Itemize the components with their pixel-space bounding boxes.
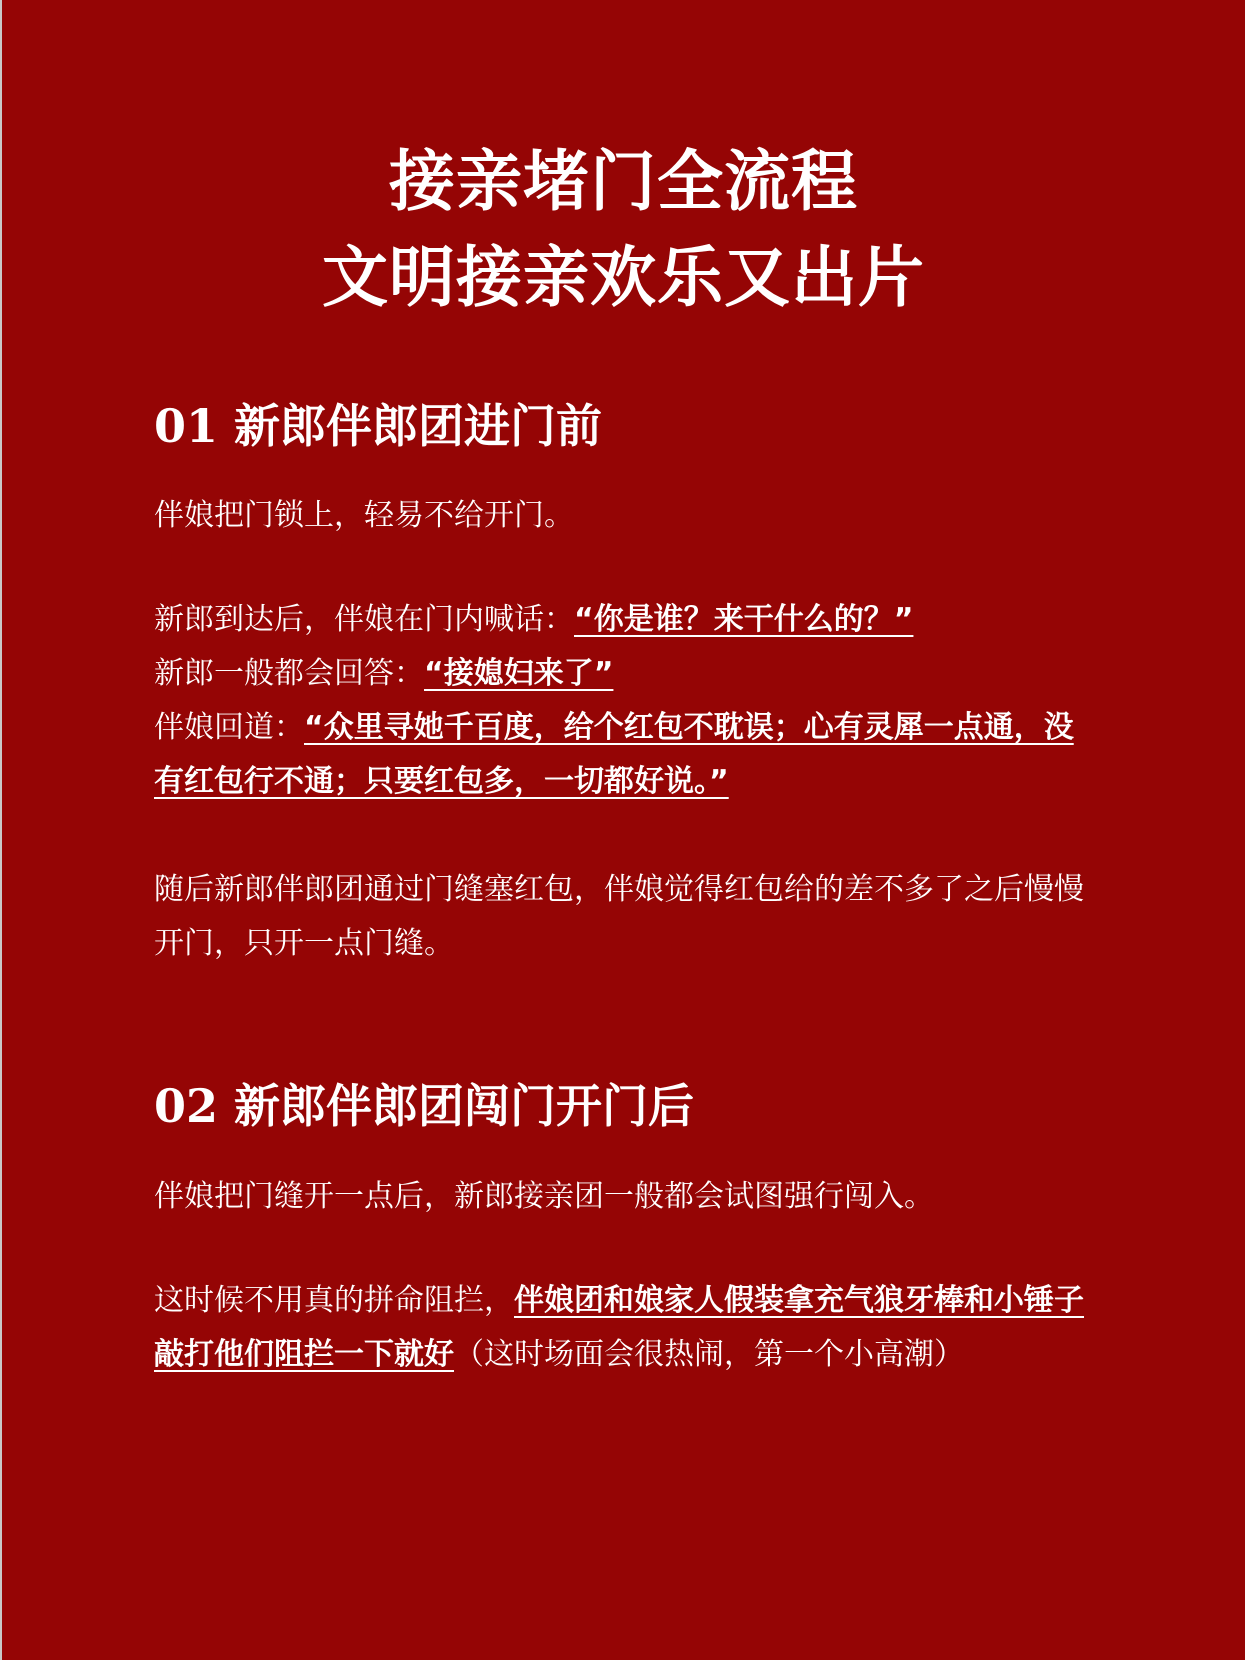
dialogue-2-prefix: 新郎一般都会回答：: [154, 656, 424, 691]
section-2-paragraph-2: [154, 1274, 1094, 1382]
title-line-1: 接亲堵门全流程: [389, 142, 858, 220]
section-2-paragraph-1: 伴娘把门缝开一点后，新郎接亲团一般都会试图强行闯入。: [154, 1179, 934, 1214]
section-1-header: [154, 396, 1094, 456]
dialogue-2-quote: “接媳妇来了”: [424, 656, 614, 691]
dialogue-3-prefix: 伴娘回道：: [154, 710, 304, 745]
page-title: [2, 133, 1245, 325]
section-2-header: [154, 1076, 1094, 1136]
section-1-dialogue: [154, 593, 1094, 809]
dialogue-1-prefix: 新郎到达后，伴娘在门内喊话：: [154, 602, 574, 637]
section-2-p2-highlight: 伴娘团和娘家人假装拿充气狼牙棒和小锤子敲打他们阻拦一下就好: [154, 1283, 1084, 1372]
section-2-p2-suffix: （这时场面会很热闹，第一个小高潮）: [454, 1337, 964, 1372]
section-2-heading: 02 新郎伴郎团闯门开门后: [154, 1079, 695, 1133]
dialogue-1-quote: “你是谁？来干什么的？”: [574, 602, 914, 637]
title-line-2: 文明接亲欢乐又出片: [322, 238, 925, 316]
section-1-paragraph-1: 伴娘把门锁上，轻易不给开门。: [154, 498, 574, 533]
section-1-heading: 01 新郎伴郎团进门前: [154, 399, 603, 453]
section-1-paragraph-5: 随后新郎伴郎团通过门缝塞红包，伴娘觉得红包给的差不多了之后慢慢开门，只开一点门缝。: [154, 872, 1084, 961]
section-2-p2-prefix: 这时候不用真的拼命阻拦，: [154, 1283, 514, 1318]
dialogue-3-quote: “众里寻她千百度，给个红包不耽误；心有灵犀一点通，没有红包行不通；只要红包多，一切都好说。”: [154, 710, 1074, 799]
